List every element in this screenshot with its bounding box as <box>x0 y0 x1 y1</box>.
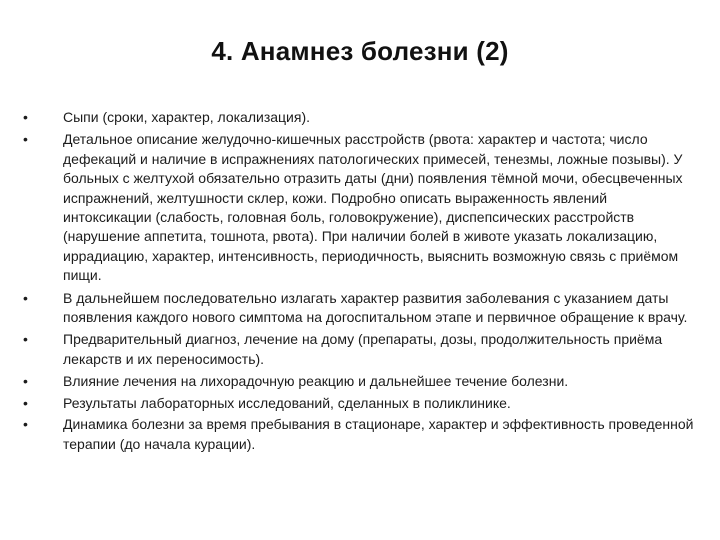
bullet-list <box>22 108 698 457</box>
bullet-text: Результаты лабораторных исследований, сделанных в поликлинике. <box>63 394 511 411</box>
bullet-text: Динамика болезни за время пребывания в стационаре, характер и эффективность проведенной терапии (до начала курации). <box>63 416 694 452</box>
slide-title: 4. Анамнез болезни (2) <box>211 36 509 66</box>
bullet-dot: • <box>23 394 28 411</box>
bullet-text: В дальнейшем последовательно излагать характер развития заболевания с указанием даты появления каждого нового симптома на догоспитальном этапе и первичное обращение к врачу. <box>63 289 688 326</box>
bullet-dot: • <box>23 289 28 306</box>
bullet-item-lab-results <box>22 394 698 413</box>
bullet-item-hospital-dynamics <box>22 415 698 454</box>
bullet-dot: • <box>23 331 28 348</box>
bullet-item-disease-course <box>22 289 698 328</box>
bullet-item-rash <box>22 108 698 127</box>
bullet-item-gi-disorders <box>22 130 698 285</box>
bullet-item-treatment-effect <box>22 372 698 391</box>
bullet-text: Влияние лечения на лихорадочную реакцию и дальнейшее течение болезни. <box>63 373 569 390</box>
bullet-text: Предварительный диагноз, лечение на дому (препараты, дозы, продолжительность приёма лекарств и их переносимость). <box>63 331 663 367</box>
bullet-text: Детальное описание желудочно-кишечных расстройств (рвота: характер и частота; число дефекаций и наличие в испражнениях патологических примесей, тенезмы, ложные позывы). У больных с желтухой обязательно отразить даты (дни) появления тёмной мочи, обесцвеченных испражнений, желтушности склер, кожи. Подробно описать выраженность явлений интоксикации (слабость, головная боль, головокружение), диспепсических расстройств (нарушение аппетита, тошнота, рвота). При наличии болей в животе указать локализацию, иррадиацию, характер, интенсивность, периодичность, выяснить возможную связь с приёмом пищи. <box>63 131 683 284</box>
bullet-dot: • <box>23 416 28 433</box>
bullet-dot: • <box>23 131 28 148</box>
bullet-dot: • <box>23 109 28 125</box>
bullet-item-preliminary-diagnosis <box>22 330 698 369</box>
bullet-dot: • <box>23 373 28 390</box>
bullet-text: Сыпи (сроки, характер, локализация). <box>63 109 311 125</box>
